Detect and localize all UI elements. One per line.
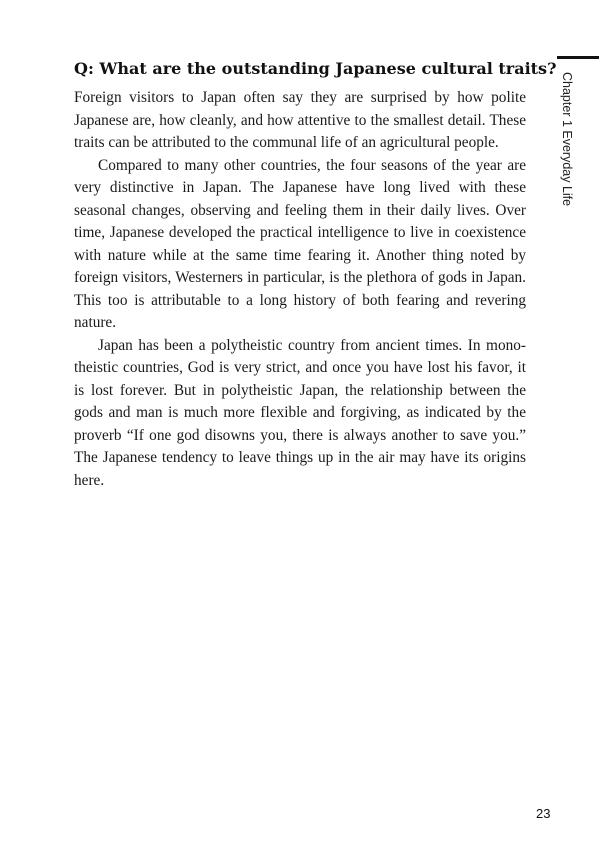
body-text: [74, 87, 526, 492]
page-number: 23: [536, 806, 551, 821]
chapter-tab-label: Chapter 1 Everyday Life: [560, 72, 574, 207]
paragraph-1: Foreign visitors to Japan often say they are surprised by how polite Japanese are, how cleanly, and how attentive to the smallest detail. These traits can be attributed to the communal life of an agricultural people.: [74, 89, 526, 151]
paragraph-3: Japan has been a polytheistic country from ancient times. In mono-theistic countries, God is very strict, and once you have lost his favor, it is lost forever. But in polytheistic Japan, the relationship between the gods and man is much more flexible and forgiving, as indicated by the proverb “If one god disowns you, there is always another to save you.” The Japanese tendency to leave things up in the air may have its origins here.: [74, 336, 526, 489]
page-heading: Q: What are the outstanding Japanese cultural traits?: [74, 59, 557, 78]
chapter-tab-rule: [557, 56, 599, 59]
paragraph-2: Compared to many other countries, the four seasons of the year are very distinctive in Japan. The Japanese have long lived with these seasonal changes, observing and feeling them in their daily lives. Over time, Japanese developed the practical intelligence to live in coexistence with nature while at the same time fearing it. Another thing noted by foreign visitors, Westerners in particular, is the plethora of gods in Japan. This too is attributable to a long history of both fearing and revering nature.: [74, 156, 526, 331]
